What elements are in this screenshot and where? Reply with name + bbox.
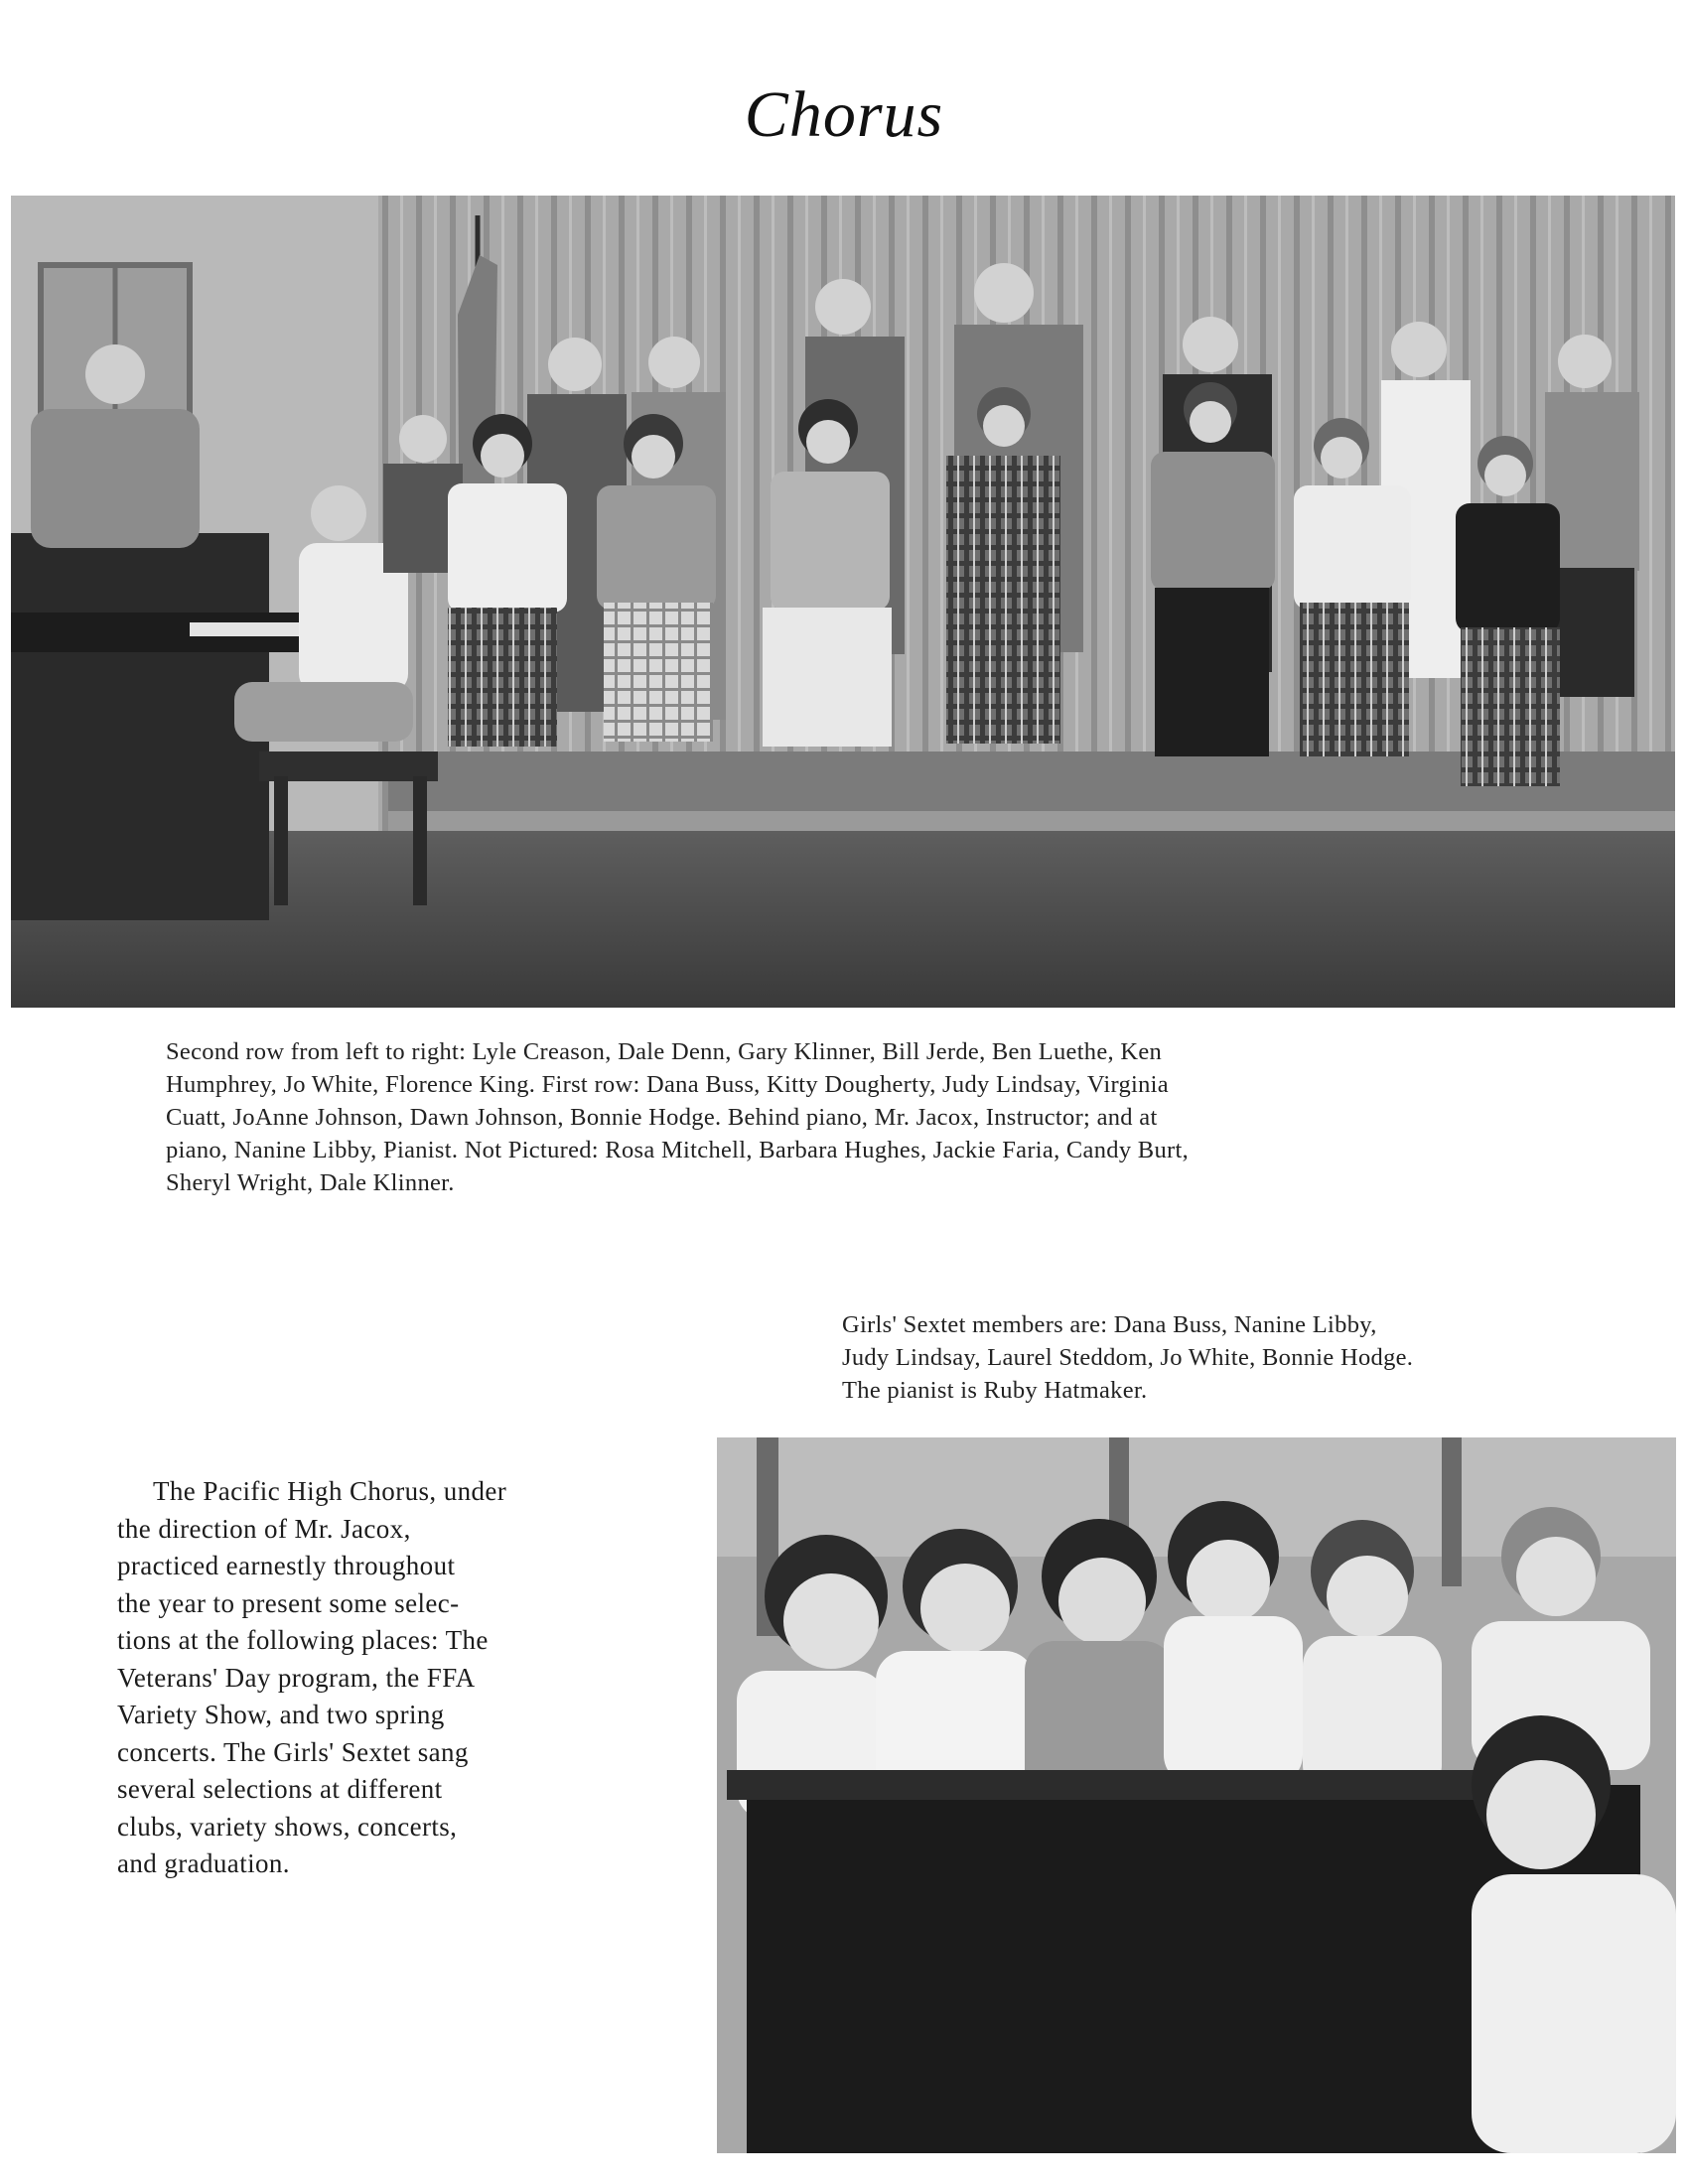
chorus-photo [11, 196, 1675, 1008]
sextet-caption [842, 1308, 1413, 1407]
sextet-photo-image [717, 1437, 1676, 2153]
paragraph-line: the year to present some selec- [117, 1587, 460, 1618]
paragraph-line: clubs, variety shows, concerts, [117, 1811, 458, 1842]
caption-line: The pianist is Ruby Hatmaker. [842, 1377, 1148, 1404]
chorus-photo-image [11, 196, 1675, 1008]
caption-line: piano, Nanine Libby, Pianist. Not Pictured: Rosa Mitchell, Barbara Hughes, Jackie Faria, Candy Burt, [166, 1137, 1189, 1163]
chorus-caption [166, 1035, 1189, 1199]
paragraph-line: and graduation. [117, 1848, 290, 1878]
caption-line: Sheryl Wright, Dale Klinner. [166, 1169, 455, 1196]
caption-line: Judy Lindsay, Laurel Steddom, Jo White, Bonnie Hodge. [842, 1344, 1414, 1371]
paragraph-line: practiced earnestly throughout [117, 1551, 456, 1580]
chorus-description [117, 1473, 506, 1883]
paragraph-line: Veterans' Day program, the FFA [117, 1662, 476, 1693]
page-title: Chorus [744, 78, 944, 151]
paragraph-line: tions at the following places: The [117, 1625, 489, 1655]
paragraph-line: The Pacific High Chorus, under [153, 1476, 507, 1506]
caption-line: Humphrey, Jo White, Florence King. First row: Dana Buss, Kitty Dougherty, Judy Lindsay, Virginia [166, 1071, 1169, 1098]
paragraph-line: Variety Show, and two spring [117, 1700, 445, 1729]
caption-line: Cuatt, JoAnne Johnson, Dawn Johnson, Bonnie Hodge. Behind piano, Mr. Jacox, Instructor; and at [166, 1104, 1158, 1131]
caption-line: Girls' Sextet members are: Dana Buss, Nanine Libby, [842, 1311, 1377, 1338]
paragraph-line: the direction of Mr. Jacox, [117, 1513, 411, 1544]
caption-line: Second row from left to right: Lyle Creason, Dale Denn, Gary Klinner, Bill Jerde, Ben Luethe, Ken [166, 1038, 1163, 1065]
paragraph-line: concerts. The Girls' Sextet sang [117, 1736, 469, 1767]
paragraph-line: several selections at different [117, 1774, 443, 1804]
sextet-photo [717, 1437, 1676, 2153]
